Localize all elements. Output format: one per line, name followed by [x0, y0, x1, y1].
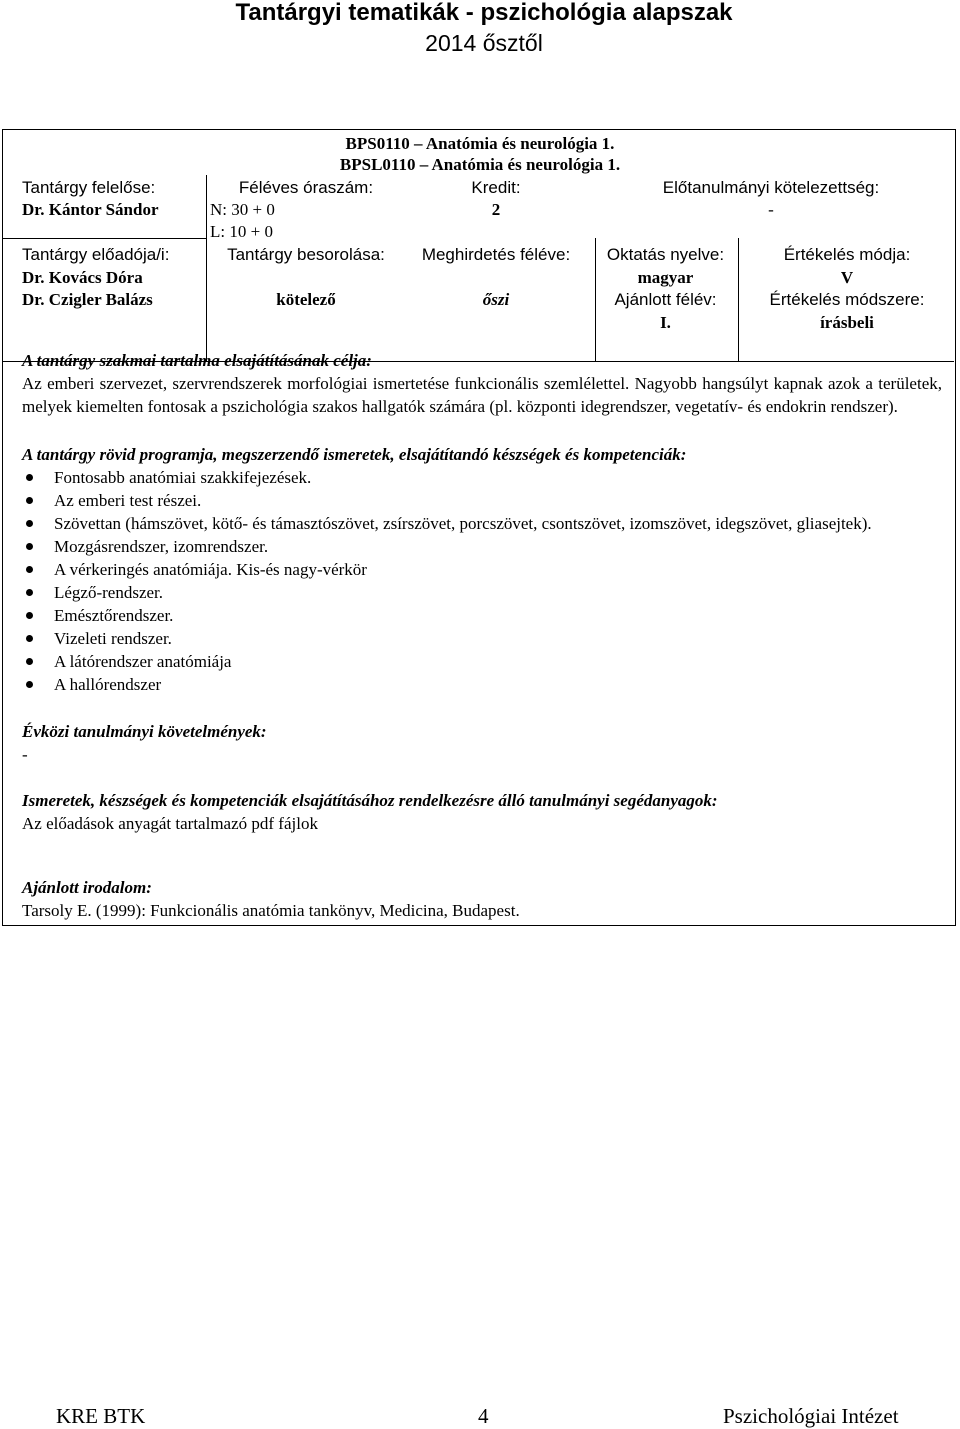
credit-label: Kredit:	[471, 178, 521, 197]
program-heading: A tantárgy rövid programja, megszerzendő ismeretek, elsajátítandó készségek és kompetenciák:	[22, 445, 687, 464]
materials-text: Az előadások anyagát tartalmazó pdf fájlok	[22, 814, 318, 833]
bullet-icon	[26, 612, 33, 619]
classification-label: Tantárgy besorolása:	[227, 245, 385, 264]
hours-l: L: 10 + 0	[210, 222, 273, 241]
bullet-icon	[26, 681, 33, 688]
language-value: magyar	[637, 268, 694, 287]
list-item: Vizeleti rendszer.	[22, 627, 942, 650]
bullet-icon	[26, 497, 33, 504]
responsible-label: Tantárgy felelőse:	[22, 178, 156, 197]
eval-method-value: írásbeli	[820, 313, 874, 332]
classification-value: kötelező	[276, 290, 336, 309]
course-code-1: BPS0110 – Anatómia és neurológia 1.	[345, 134, 615, 153]
footer-page-number: 4	[478, 1404, 489, 1428]
eval-mode-value: V	[840, 268, 854, 287]
page-subtitle: 2014 ősztől	[425, 30, 543, 56]
materials-heading: Ismeretek, készségek és kompetenciák elsajátításához rendelkezésre álló tanulmányi segédanyagok:	[22, 791, 718, 810]
list-item: A látórendszer anatómiája	[22, 650, 942, 673]
goal-text: Az emberi szervezet, szervrendszerek morfológiai ismertetése funkcionális szemlélettel. Nagyobb hangsúlyt kapnak azok a területek, melyek kiemelten fontosak a pszichológia szakos hallgatók számára (pl. központi idegrendszer, vegetatív- és endokrin rendszer).	[22, 374, 942, 416]
footer-right: Pszichológiai Intézet	[723, 1404, 899, 1428]
eval-mode-label: Értékelés módja:	[783, 245, 911, 264]
semester-label: Meghirdetés féléve:	[421, 245, 571, 264]
list-item: Emésztőrendszer.	[22, 604, 942, 627]
bullet-icon	[26, 635, 33, 642]
list-item: Mozgásrendszer, izomrendszer.	[22, 535, 942, 558]
page-title: Tantárgyi tematikák - pszichológia alapszak	[235, 0, 733, 26]
list-item: Légző-rendszer.	[22, 581, 942, 604]
eval-method-label: Értékelés módszere:	[769, 290, 925, 309]
list-item: Szövettan (hámszövet, kötő- és támasztószövet, zsírszövet, porcszövet, csontszövet, izomszövet, idegszövet, gliasejtek).	[22, 512, 942, 535]
bullet-icon	[26, 566, 33, 573]
prereq-label: Előtanulmányi kötelezettség:	[662, 178, 880, 197]
semester-value: őszi	[482, 290, 510, 309]
lecturer-name-1: Dr. Kovács Dóra	[22, 268, 143, 287]
literature-text: Tarsoly E. (1999): Funkcionális anatómia tankönyv, Medicina, Budapest.	[22, 901, 520, 920]
lecturer-label: Tantárgy előadója/i:	[22, 245, 170, 264]
literature-heading: Ajánlott irodalom:	[22, 878, 152, 897]
bullet-icon	[26, 543, 33, 550]
rec-semester-value: I.	[660, 313, 671, 332]
bullet-icon	[26, 474, 33, 481]
list-item: A vérkeringés anatómiája. Kis-és nagy-vérkör	[22, 558, 942, 581]
rec-semester-label: Ajánlott félév:	[614, 290, 717, 309]
requirements-text: -	[22, 745, 28, 764]
table-divider	[3, 238, 206, 239]
hours-label: Féléves óraszám:	[238, 178, 374, 197]
footer-left: KRE BTK	[56, 1404, 146, 1428]
bullet-icon	[26, 520, 33, 527]
requirements-heading: Évközi tanulmányi követelmények:	[22, 722, 267, 741]
goal-heading: A tantárgy szakmai tartalma elsajátításának célja:	[22, 351, 372, 370]
language-label: Oktatás nyelve:	[606, 245, 725, 264]
responsible-name: Dr. Kántor Sándor	[22, 200, 159, 219]
prereq-value: -	[768, 200, 774, 219]
list-item: Fontosabb anatómiai szakkifejezések.	[22, 466, 942, 489]
bullet-icon	[26, 589, 33, 596]
list-item: Az emberi test részei.	[22, 489, 942, 512]
program-list	[22, 466, 942, 696]
bullet-icon	[26, 658, 33, 665]
course-code-2: BPSL0110 – Anatómia és neurológia 1.	[339, 155, 621, 174]
hours-n: N: 30 + 0	[210, 200, 275, 219]
list-item: A hallórendszer	[22, 673, 942, 696]
lecturer-name-2: Dr. Czigler Balázs	[22, 290, 153, 309]
table-divider	[206, 175, 207, 361]
credit-value: 2	[491, 200, 501, 219]
